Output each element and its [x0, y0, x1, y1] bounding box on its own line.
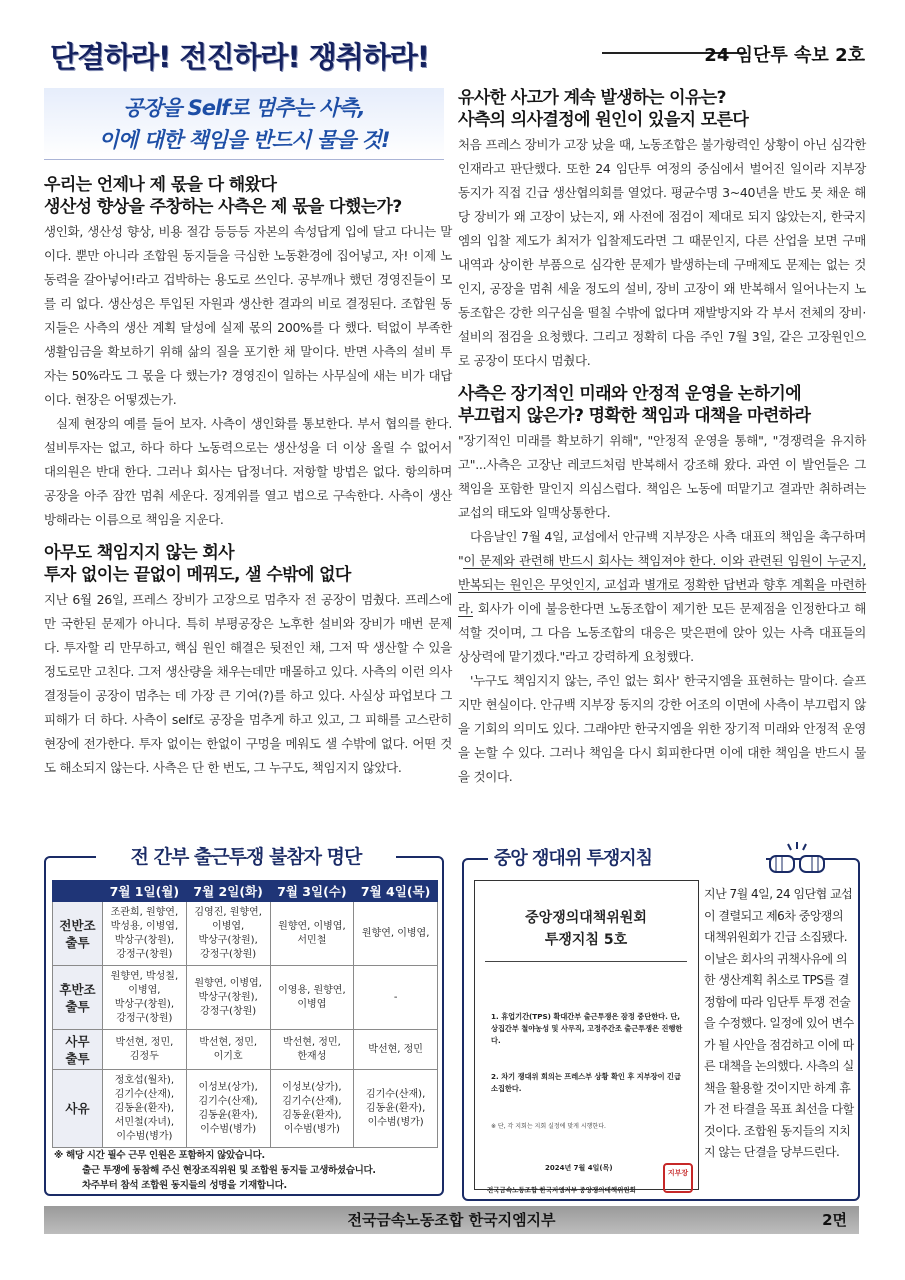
article-paragraph: 처음 프레스 장비가 고장 났을 때, 노동조합은 불가항력인 상황이 아닌 심각한 인재라고 판단했다. 또한 24 임단투 여정의 중심에서 벌어진 일이라 지부장 동지가 직접 긴급 생산협의회를 열었다. 평균수명 3~40년을 반도 못 채운 해당 장비가 왜 고장이 났는지, 왜 사전에 점검이 제대로 되지 않았는지, 한국지엠의 입찰 제도가 최저가 입찰제도라면 그 때문인지, 다른 산업을 보면 구매 내역과 상이한 부품으로 심각한 문제가 발생하는데 구매제도 문제는 없는 것인지, 공장을 멈춰 세울 정도의 설비, 장비 고장이 왜 반복해서 일어나는지 노동조합은 강한 의구심을 떨칠 수밖에 없다며 재발방지와 각 부서 전체의 장비·설비의 점검을 요청했다. 그리고 정확히 다음 주인 7월 3일, 같은 고장원인으로 공장이 또다시 멈췄다.	[458, 137, 866, 368]
article-paragraph: 지난 6월 26일, 프레스 장비가 고장으로 멈추자 전 공장이 멈췄다. 프레스에만 국한된 문제가 아니다. 특히 부평공장은 노후한 설비와 장비가 매번 문제다. 투자할 리 만무하고, 핵심 원인 해결은 뒷전인 채, 그저 딱 생산할 수 있을 정도로만 고친다. 그저 생산량을 채우는데만 매몰하고 있다. 사측의 이런 의사 결정들이 공장이 멈추는 데 가장 큰 기여(?)를 하고 있다. 사실상 파업보다 그 피해가 더 하다. 사측이 self로 공장을 멈추게 하고 있고, 그 피해를 고스란히 현장에 전가한다. 투자 없이는 한없이 구멍을 메워도 샐 수밖에 없다. 어떤 것도 해소되지 않는다. 사측은 단 한 번도, 그 누구도, 책임지지 않았다.	[44, 592, 452, 775]
headline-line-1: 공장을 Self로 멈추는 사측,	[123, 96, 365, 120]
guideline-document	[474, 880, 699, 1194]
table-cell: 박선현, 정민	[354, 1030, 438, 1070]
section-heading: 아무도 책임지지 않는 회사	[44, 543, 234, 563]
table-cell: 정호섭(월차), 김기수(산재), 김동윤(환자), 서민철(자녀), 이수범(병가)	[103, 1070, 187, 1148]
table-row	[53, 1030, 438, 1070]
table-cell: 원향연, 박성칠, 이병엽, 박상구(창원), 강정구(창원)	[103, 966, 187, 1030]
table-cell: 이영용, 원향연, 이병엽	[270, 966, 354, 1030]
guideline-item: 2. 차기 쟁대위 회의는 프레스부 상황 확인 후 지부장이 긴급 소집한다.	[491, 1072, 681, 1093]
table-cell: 원향연, 이병엽, 서민철	[270, 902, 354, 966]
document-signature: 전국금속노동조합 한국지엠지부 중앙쟁의대책위원회	[487, 1186, 636, 1194]
committee-summary: 지난 7월 4일, 24 임단협 교섭이 결렬되고 제6차 중앙쟁의대책위원회가 긴급 소집됐다. 이날은 회사의 귀책사유에 의한 생산계획 취소로 TPS를 결정함에 따라 임단투 투쟁 전술을 수정했다. 일정에 있어 변수가 될 사안을 점검하고 이에 따른 대책을 논의했다. 사측의 실책을 활용할 것이지만 하계 휴가 전 타결을 목표 최선을 다할 것이다. 조합원 동지들의 지치지 않는 단결을 당부드린다.	[704, 887, 854, 1159]
headline-line-2: 이에 대한 책임을 반드시 물을 것!	[98, 128, 390, 152]
underlined-demand: 이 문제와 관련해 반드시 회사는 책임져야 한다. 이와 관련된 임원이 누군지, 반복되는 원인은 무엇인지, 교섭과 별개로 정확한 답변과 향후 계획을 마련하라.	[458, 553, 866, 616]
column-header: 7월 1일(월)	[103, 881, 187, 902]
table-cell: 원향연, 이병엽,	[354, 902, 438, 966]
table-row	[53, 966, 438, 1030]
official-seal: 지부장	[663, 1163, 693, 1193]
document-date: 2024년 7월 4일(목)	[545, 1164, 613, 1172]
row-header: 사무 출투	[53, 1030, 103, 1070]
table-row	[53, 1070, 438, 1148]
table-header-row	[53, 881, 438, 902]
table-cell: 원향연, 이병엽, 박상구(창원), 강정구(창원)	[186, 966, 270, 1030]
table-row	[53, 902, 438, 966]
table-cell: 김기수(산재), 김동윤(환자), 이수범(병가)	[354, 1070, 438, 1148]
fist-bump-icon	[764, 840, 830, 878]
row-header: 사유	[53, 1070, 103, 1148]
table-cell: 박선현, 정민, 한재성	[270, 1030, 354, 1070]
column-header: 7월 3일(수)	[270, 881, 354, 902]
absentee-list-box	[44, 846, 444, 1196]
article-paragraph: 실제 현장의 예를 들어 보자. 사측이 생인화를 통보한다. 부서 협의를 한다. 설비투자는 없고, 하다 하다 노동력으로는 생산성을 더 이상 올릴 수 없어서 대의원은 반대 한다. 그러나 회사는 답정너다. 저항할 방법은 없다. 항의하며 공장을 아주 잠깐 멈춰 세운다. 징계위를 열고 법으로 구속한다. 사측이 생산 방해라는 이름으로 책임을 지운다.	[44, 416, 452, 527]
footer-bar	[44, 1206, 859, 1234]
row-header: 후반조 출투	[53, 966, 103, 1030]
table-cell: 조관희, 원향연, 박성용, 이병엽, 박상구(창원), 강정구(창원)	[103, 902, 187, 966]
article-paragraph: "장기적인 미래를 확보하기 위해", "안정적 운영을 통해", "경쟁력을 유지하고"...사측은 고장난 레코드처럼 반복해서 강조해 왔다. 과연 이 발언들은 그 책임을 포함한 말인지 의심스럽다. 책임은 노동에 떠맡기고 결과만 취하려는 교섭의 태도와 일맥상통한다.	[458, 433, 866, 520]
table-notes	[54, 1148, 440, 1193]
article-paragraph	[458, 525, 866, 669]
section-subheading: 투자 없이는 끝없이 메꿔도, 샐 수밖에 없다	[44, 565, 351, 585]
committee-title: 중앙 쟁대위 투쟁지침	[494, 848, 653, 869]
article-paragraph: 생인화, 생산성 향상, 비용 절감 등등등 자본의 속성답게 입에 달고 다니는 말이다. 뿐만 아니라 조합원 동지들을 극심한 노동환경에 집어넣고, 자! 이제 노동력을 갈아넣어!라고 겁박하는 용도로 쓰인다. 공부깨나 했던 경영진들이 모를 리 없다. 생산성은 투입된 자원과 생산한 결과의 비로 결정된다. 조합원 동지들은 사측의 생산 계획 달성에 실제 몫의 200%를 다 했다. 턱없이 부족한 생활임금을 확보하기 위해 삶의 질을 포기한 채 말이다. 반면 사측의 설비 투자는 50%라도 그 몫을 다 했는가? 경영진이 일하는 사무실에 새는 비가 대답이다. 현장은 어떻겠는가.	[44, 224, 452, 407]
quote-lead: 다음날인 7월 4일, 교섭에서 안규백 지부장은 사측 대표의 책임을 촉구하며 "	[458, 529, 866, 568]
table-cell: -	[354, 966, 438, 1030]
note-line: 출근 투쟁에 동참해 주신 현장조직위원 및 조합원 동지들 고생하셨습니다.	[82, 1165, 376, 1176]
section-subheading: 사측의 의사결정에 원인이 있을지 모른다	[458, 110, 749, 130]
note-line: ※ 해당 시간 필수 근무 인원은 포함하지 않았습니다.	[54, 1150, 265, 1161]
absentee-table	[52, 880, 438, 1148]
table-cell: 박선현, 정민, 이기호	[186, 1030, 270, 1070]
left-column	[44, 174, 452, 780]
note-line: 차주부터 참석 조합원 동지들의 성명을 기재합니다.	[82, 1180, 287, 1191]
masthead	[50, 35, 865, 85]
headline-banner	[44, 88, 444, 160]
section-subheading: 부끄럽지 않은가? 명확한 책임과 대책을 마련하라	[458, 406, 811, 426]
document-subtitle: 투쟁지침 5호	[544, 932, 628, 948]
table-cell: 김영진, 원향연, 이병엽, 박상구(창원), 강정구(창원)	[186, 902, 270, 966]
table-cell: 박선현, 정민, 김정두	[103, 1030, 187, 1070]
table-cell: 이성보(상가), 김기수(산재), 김동윤(환자), 이수범(병가)	[270, 1070, 354, 1148]
section-heading: 유사한 사고가 계속 발생하는 이유는?	[458, 88, 726, 108]
document-title: 중앙쟁의대책위원회	[525, 910, 647, 926]
column-header: 7월 2일(화)	[186, 881, 270, 902]
section-heading: 우리는 언제나 제 몫을 다 해왔다	[44, 175, 277, 195]
row-header: 전반조 출투	[53, 902, 103, 966]
absentee-list-title: 전 간부 출근투쟁 불참자 명단	[130, 846, 362, 868]
table-cell: 이성보(상가), 김기수(산재), 김동윤(환자), 이수범(병가)	[186, 1070, 270, 1148]
page-number: 2면	[822, 1211, 847, 1229]
section-subheading: 생산성 향상을 주창하는 사측은 제 몫을 다했는가?	[44, 197, 402, 217]
right-column	[458, 87, 866, 789]
masthead-title: 단결하라! 전진하라! 쟁취하라!	[50, 40, 430, 74]
issue-number: 24 임단투 속보 2호	[704, 45, 865, 66]
section-heading: 사측은 장기적인 미래와 안정적 운영을 논하기에	[458, 384, 802, 404]
footer-organization: 전국금속노동조합 한국지엠지부	[347, 1211, 556, 1229]
article-paragraph: '누구도 책임지지 않는, 주인 없는 회사' 한국지엠을 표현하는 말이다. 슬프지만 현실이다. 안규백 지부장 동지의 강한 어조의 이면에 사측이 부끄럽지 않을 기회의 의미도 있다. 그래야만 한국지엠을 위한 장기적 미래와 안정적 운영을 논할 수 있다. 그러나 책임을 다시 회피한다면 이에 대한 책임을 반드시 물을 것이다.	[458, 673, 866, 784]
quote-tail: 회사가 이에 불응한다면 노동조합이 제기한 모든 문제점을 인정한다고 해석할 것이며, 그 다음 노동조합의 대응은 맞은편에 앉아 있는 사측 대표들의 상상력에 맡기겠다."라고 강력하게 요청했다.	[458, 601, 866, 664]
guideline-item: 1. 휴업기간(TPS) 확대간부 출근투쟁은 잠정 중단한다. 단, 상집간부 철야농성 및 사무직, 고정주간조 출근투쟁은 진행한다.	[491, 1012, 683, 1045]
committee-guideline-box	[462, 848, 860, 1201]
guideline-note: ※ 단, 각 지회는 지회 실정에 맞게 시행한다.	[491, 1123, 606, 1130]
column-header: 7월 4일(목)	[354, 881, 438, 902]
